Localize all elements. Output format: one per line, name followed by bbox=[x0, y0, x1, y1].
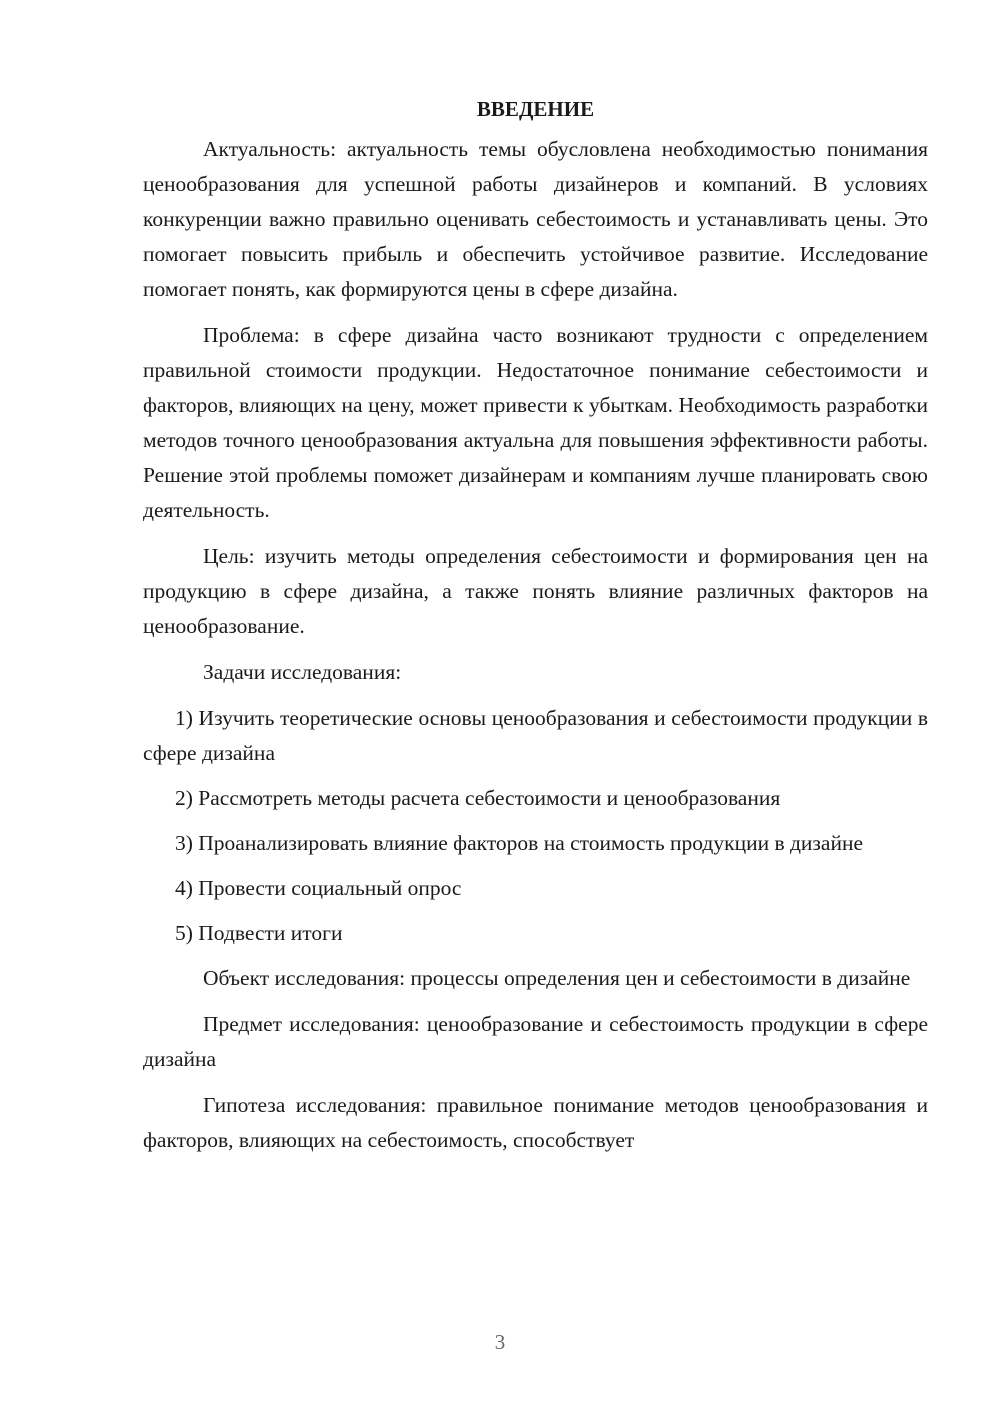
document-page bbox=[143, 92, 928, 1169]
tasks-list bbox=[143, 701, 928, 951]
tasks-heading: Задачи исследования: bbox=[203, 660, 402, 684]
list-item: 4) Провести социальный опрос bbox=[175, 876, 462, 900]
list-item: 3) Проанализировать влияние факторов на стоимость продукции в дизайне bbox=[175, 831, 864, 855]
list-item: 5) Подвести итоги bbox=[175, 921, 343, 945]
section-title: ВВЕДЕНИЕ bbox=[476, 97, 595, 121]
paragraph-problem: Проблема: в сфере дизайна часто возникают трудности с определением правильной стоимости продукции. Недостаточное понимание себестоимости и факторов, влияющих на цену, может привести к убыткам. Необходимость разработки методов точного ценообразования актуальна для повышения эффективности работы. Решение этой проблемы поможет дизайнерам и компаниям лучше планировать свою деятельность. bbox=[143, 323, 928, 522]
paragraph-subject: Предмет исследования: ценообразование и себестоимость продукции в сфере дизайна bbox=[143, 1012, 928, 1071]
paragraph-hypothesis: Гипотеза исследования: правильное понимание методов ценообразования и факторов, влияющих на себестоимость, способствует bbox=[143, 1093, 928, 1152]
paragraph-object: Объект исследования: процессы определения цен и себестоимости в дизайне bbox=[203, 966, 911, 990]
list-item: 2) Рассмотреть методы расчета себестоимости и ценообразования bbox=[175, 786, 781, 810]
paragraph-relevance: Актуальность: актуальность темы обусловлена необходимостью понимания ценообразования для успешной работы дизайнеров и компаний. В условиях конкуренции важно правильно оценивать себестоимость и устанавливать цены. Это помогает повысить прибыль и обеспечить устойчивое развитие. Исследование помогает понять, как формируются цены в сфере дизайна. bbox=[143, 137, 928, 301]
page-number: 3 bbox=[494, 1330, 506, 1354]
list-item: 1) Изучить теоретические основы ценообразования и себестоимости продукции в сфере дизайна bbox=[143, 706, 928, 765]
paragraph-goal: Цель: изучить методы определения себестоимости и формирования цен на продукцию в сфере дизайна, а также понять влияние различных факторов на ценообразование. bbox=[143, 544, 928, 638]
